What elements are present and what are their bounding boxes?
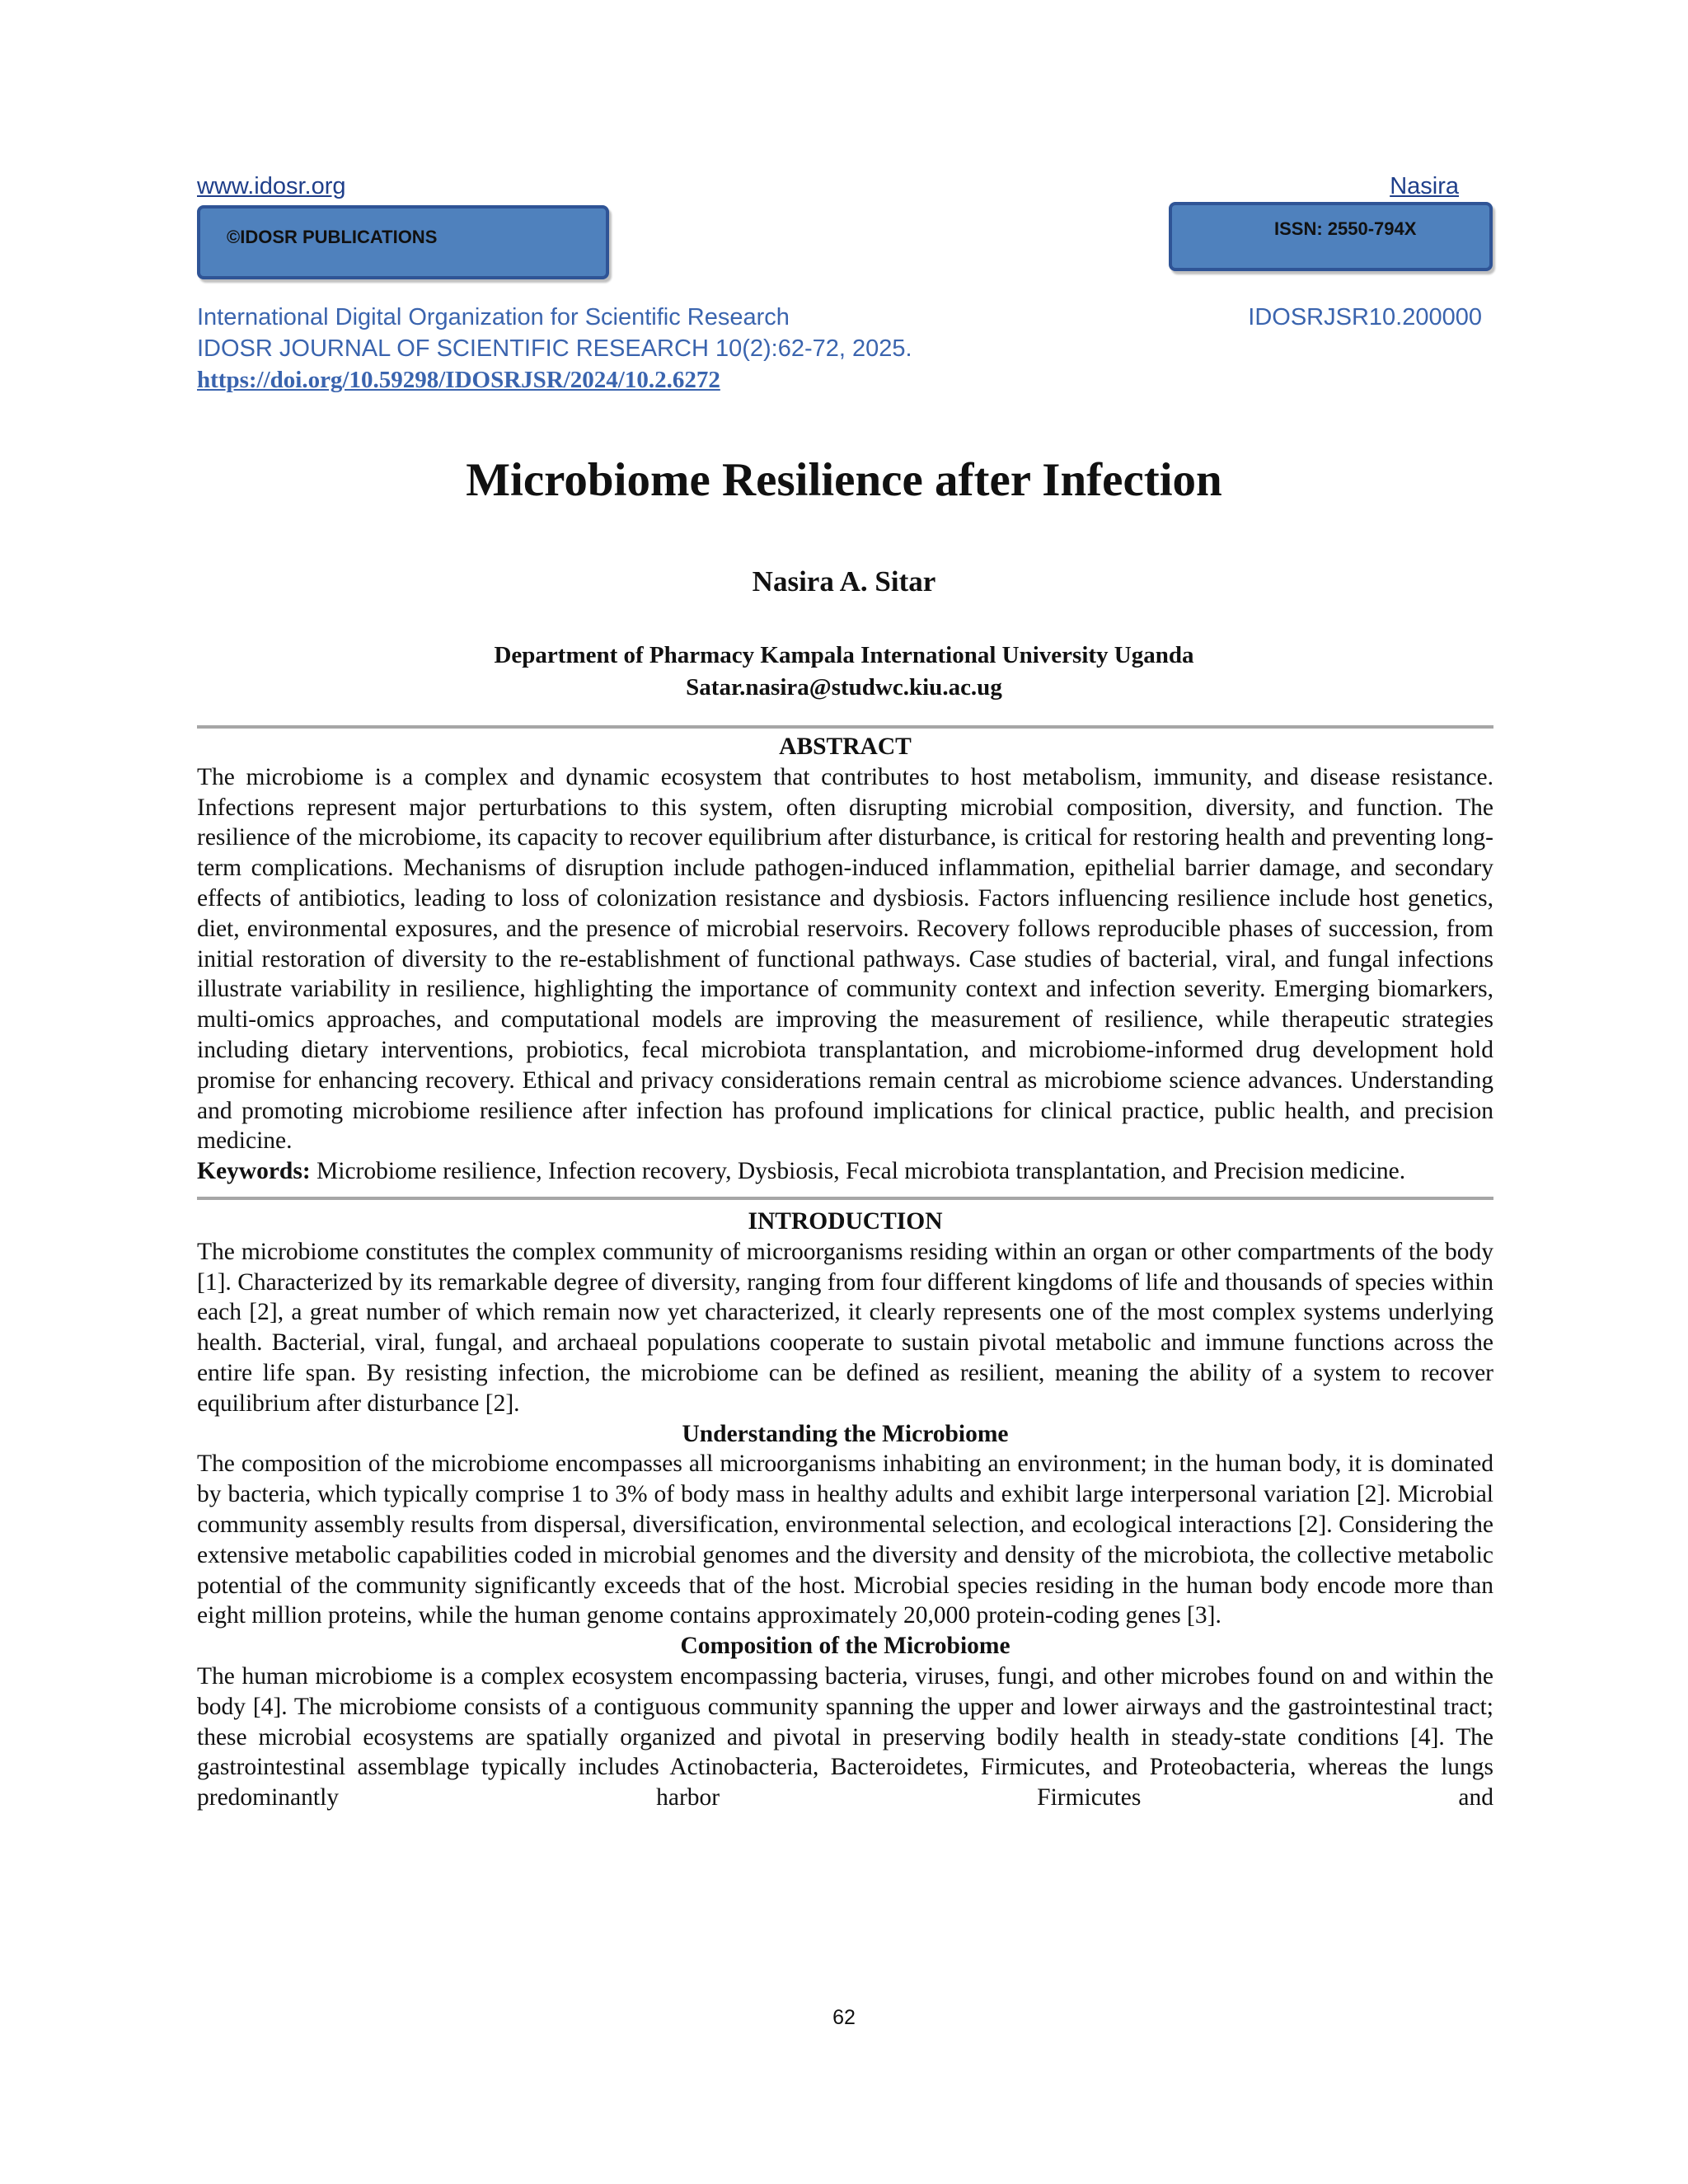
composition-heading: Composition of the Microbiome <box>680 1633 1010 1660</box>
journal-citation: IDOSR JOURNAL OF SCIENTIFIC RESEARCH 10(2):62-72, 2025. <box>197 335 912 362</box>
divider-top <box>197 725 1493 729</box>
abstract-heading: ABSTRACT <box>779 733 912 760</box>
author-affiliation: Department of Pharmacy Kampala International University Uganda <box>494 642 1194 668</box>
article-title: Microbiome Resilience after Infection <box>466 454 1222 506</box>
issn-banner-label: ISSN: 2550-794X <box>1274 218 1417 239</box>
author-name: Nasira A. Sitar <box>752 565 936 598</box>
organization-name: International Digital Organization for Scientific Research <box>197 304 790 330</box>
understanding-text: The composition of the microbiome encompasses all microorganisms inhabiting an environment; in the human body, it is dominated by bacteria, which typically comprise 1 to 3% of body mass in healthy adults and exhibit large interpersonal variation [2]. Microbial community assembly results from dispersal, diversification, environmental selection, and ecological interactions [2]. Considering the extensive metabolic capabilities coded in microbial genomes and the diversity and density of the microbiota, the collective metabolic potential of the community significantly exceeds that of the host. Microbial species residing in the human body encode more than eight million proteins, while the human genome contains approximately 20,000 protein-coding genes [3]. <box>197 1451 1493 1629</box>
keywords-line <box>197 1156 1493 1187</box>
author-email: Satar.nasira@studwc.kiu.ac.ug <box>686 674 1002 701</box>
issn-banner <box>1169 202 1493 271</box>
keywords-label: Keywords: <box>197 1158 311 1185</box>
article-body <box>197 732 1493 1813</box>
keywords-list: Microbiome resilience, Infection recovery, Dysbiosis, Fecal microbiota transplantation, and Precision medicine. <box>310 1158 1406 1185</box>
understanding-heading: Understanding the Microbiome <box>682 1420 1009 1447</box>
divider-abstract <box>197 1197 1493 1200</box>
publisher-banner-label: ©IDOSR PUBLICATIONS <box>227 227 438 247</box>
introduction-heading: INTRODUCTION <box>748 1207 943 1235</box>
page-number: 62 <box>832 2006 856 2029</box>
article-code: IDOSRJSR10.200000 <box>1248 304 1482 330</box>
site-link[interactable]: www.idosr.org <box>197 173 346 199</box>
introduction-text: The microbiome constitutes the complex community of microorganisms residing within an organ or other compartments of the body [1]. Characterized by its remarkable degree of diversity, ranging from four different kingdoms of life and thousands of species within each [2], a great number of which remain now yet characterized, it clearly represents one of the most complex systems underlying health. Bacterial, viral, fungal, and archaeal populations cooperate to sustain pivotal metabolic and immune functions across the entire life span. By resisting infection, the microbiome can be defined as resilient, meaning the ability of a system to recover equilibrium after disturbance [2]. <box>197 1238 1493 1417</box>
composition-text: The human microbiome is a complex ecosystem encompassing bacteria, viruses, fungi, and other microbes found on and within the body [4]. The microbiome consists of a contiguous community spanning the upper and lower airways and the gastrointestinal tract; these microbial ecosystems are spatially organized and pivotal in preserving bodily health in steady-state conditions [4]. The gastrointestinal assemblage typically includes Actinobacteria, Bacteroidetes, Firmicutes, and Proteobacteria, whereas the lungs predominantly harbor Firmicutes and <box>197 1662 1493 1811</box>
doi-link[interactable]: https://doi.org/10.59298/IDOSRJSR/2024/10.2.6272 <box>197 367 720 393</box>
publisher-banner <box>197 205 609 279</box>
abstract-text: The microbiome is a complex and dynamic ecosystem that contributes to host metabolism, immunity, and disease resistance. Infections represent major perturbations to this system, often disrupting microbial composition, diversity, and function. The resilience of the microbiome, its capacity to recover equilibrium after disturbance, is critical for restoring health and preventing long-term complications. Mechanisms of disruption include pathogen-induced inflammation, epithelial barrier damage, and secondary effects of antibiotics, leading to loss of colonization resistance and dysbiosis. Factors influencing resilience include host genetics, diet, environmental exposures, and the presence of microbial reservoirs. Recovery follows reproducible phases of succession, from initial restoration of diversity to the re-establishment of functional pathways. Case studies of bacterial, viral, and fungal infections illustrate variability in resilience, highlighting the importance of community context and infection severity. Emerging biomarkers, multi-omics approaches, and computational models are improving the measurement of resilience, while therapeutic strategies including dietary interventions, probiotics, fecal microbiota transplantation, and microbiome-informed drug development hold promise for enhancing recovery. Ethical and privacy considerations remain central as microbiome science advances. Understanding and promoting microbiome resilience after infection has profound implications for clinical practice, public health, and precision medicine. <box>197 763 1493 1155</box>
running-author: Nasira <box>1390 173 1459 199</box>
